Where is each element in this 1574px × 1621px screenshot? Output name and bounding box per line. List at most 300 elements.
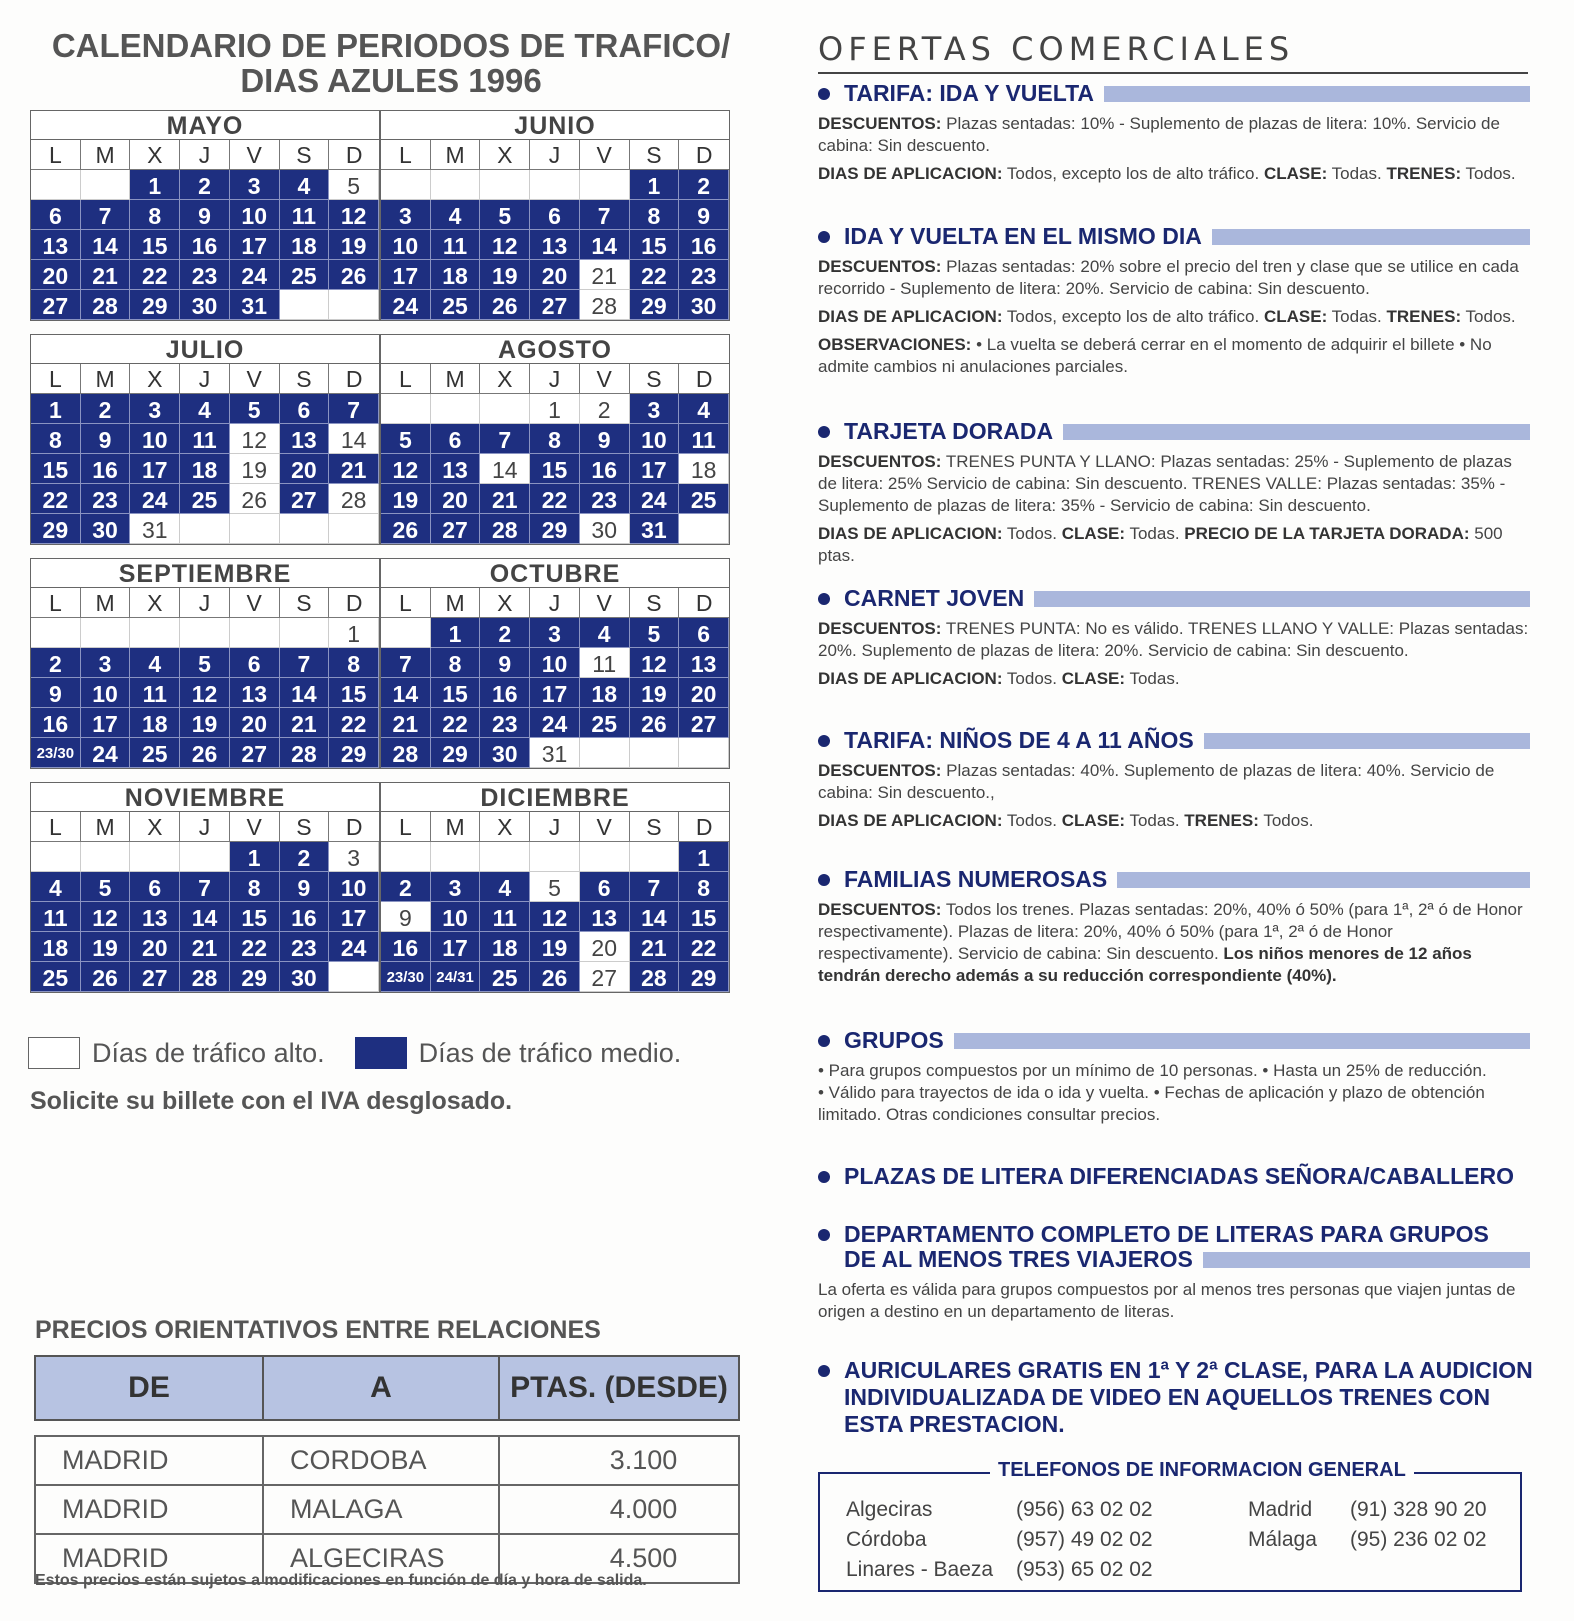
day-medium-traffic: 3: [230, 170, 280, 200]
bullet-icon: [818, 88, 830, 100]
offer-title: DE AL MENOS TRES VIAJEROS: [844, 1246, 1193, 1272]
weekday-header: L: [381, 812, 431, 842]
offer-text: Todas.: [1331, 164, 1382, 183]
day-high-traffic: 5: [530, 872, 580, 902]
empty-cell: [530, 842, 580, 872]
day-medium-traffic: 28: [381, 738, 431, 768]
day-medium-traffic: 14: [381, 678, 431, 708]
weekday-header: L: [31, 364, 81, 394]
offer-familias: [818, 866, 1530, 987]
offer-text: • Válido para trayectos de ida o ida y vuelta. • Fechas de aplicación y plazo de obtención limitado. Otras condiciones consultar precios.: [818, 1083, 1485, 1124]
offer-text: Todas.: [1129, 524, 1180, 543]
weekday-header: V: [580, 812, 630, 842]
day-medium-traffic: 19: [480, 260, 530, 290]
day-medium-traffic: 7: [381, 648, 431, 678]
day-medium-traffic: 8: [31, 424, 81, 454]
empty-cell: [130, 842, 180, 872]
weekday-header: V: [580, 140, 630, 170]
weekday-header: X: [130, 364, 180, 394]
empty-cell: [480, 394, 530, 424]
decorative-bar: [1117, 872, 1530, 888]
day-medium-traffic: 3: [630, 394, 680, 424]
weekday-header: M: [81, 588, 131, 618]
day-medium-traffic: 21: [381, 708, 431, 738]
weekday-header: M: [81, 364, 131, 394]
weekday-header: M: [81, 812, 131, 842]
empty-cell: [630, 842, 680, 872]
day-medium-traffic: 24: [630, 484, 680, 514]
calendar-section: [28, 28, 748, 98]
weekday-header: M: [431, 588, 481, 618]
day-medium-traffic: 25: [480, 962, 530, 992]
legend-medium-swatch: [355, 1037, 407, 1069]
day-medium-traffic: 6: [530, 200, 580, 230]
label: CLASE:: [1061, 524, 1126, 543]
month-name: NOVIEMBRE: [31, 783, 379, 812]
day-medium-traffic: 5: [381, 424, 431, 454]
day-high-traffic: 2: [580, 394, 630, 424]
day-medium-traffic: 11: [480, 902, 530, 932]
day-medium-traffic: 1: [431, 618, 481, 648]
day-medium-traffic: 4: [130, 648, 180, 678]
label: TRENES:: [1386, 307, 1462, 326]
day-medium-traffic: 13: [31, 230, 81, 260]
offer-title: PLAZAS DE LITERA DIFERENCIADAS SEÑORA/CABALLERO: [844, 1163, 1514, 1189]
calendar-legend: [28, 1037, 681, 1069]
month-mayo: [30, 110, 380, 321]
month-name: JULIO: [31, 335, 379, 364]
day-medium-traffic: 16: [480, 678, 530, 708]
decorative-bar: [954, 1033, 1530, 1049]
empty-cell: [81, 618, 131, 648]
prices-note: Estos precios están sujetos a modificaciones en función de día y hora de salida.: [35, 1572, 647, 1589]
day-medium-traffic: 8: [679, 872, 729, 902]
month-name: DICIEMBRE: [381, 783, 729, 812]
day-medium-traffic: 20: [230, 708, 280, 738]
day-medium-traffic: 21: [480, 484, 530, 514]
day-medium-traffic: 7: [329, 394, 379, 424]
day-medium-traffic: 15: [530, 454, 580, 484]
day-medium-traffic: 16: [580, 454, 630, 484]
day-medium-traffic: 17: [81, 708, 131, 738]
day-medium-traffic: 25: [31, 962, 81, 992]
weekday-header: L: [31, 140, 81, 170]
day-medium-traffic: 20: [280, 454, 330, 484]
label: CLASE:: [1061, 669, 1126, 688]
decorative-bar: [1104, 86, 1530, 102]
day-medium-traffic: 30: [679, 290, 729, 320]
day-medium-traffic: 12: [81, 902, 131, 932]
day-medium-traffic: 19: [381, 484, 431, 514]
weekday-header: X: [130, 140, 180, 170]
day-medium-traffic: 25: [679, 484, 729, 514]
day-medium-traffic: 18: [431, 260, 481, 290]
day-medium-traffic: 29: [130, 290, 180, 320]
tel-phone: (957) 49 02 02: [1016, 1528, 1153, 1551]
prices-header-ptas: PTAS. (DESDE): [499, 1356, 739, 1420]
weekday-header: M: [431, 364, 481, 394]
bullet-icon: [818, 874, 830, 886]
weekday-header: M: [431, 812, 481, 842]
label: DIAS DE APLICACION:: [818, 164, 1003, 183]
day-medium-traffic: 16: [180, 230, 230, 260]
day-medium-traffic: 13: [431, 454, 481, 484]
day-medium-traffic: 23: [280, 932, 330, 962]
decorative-bar: [1063, 424, 1530, 440]
empty-cell: [31, 618, 81, 648]
weekday-header: D: [329, 364, 379, 394]
weekday-header: V: [580, 588, 630, 618]
day-medium-traffic: 11: [180, 424, 230, 454]
day-medium-traffic: 3: [431, 872, 481, 902]
empty-cell: [381, 170, 431, 200]
day-medium-traffic: 7: [81, 200, 131, 230]
month-days: [381, 588, 729, 768]
day-medium-traffic: 13: [530, 230, 580, 260]
day-medium-traffic: 2: [381, 872, 431, 902]
day-medium-traffic: 24: [130, 484, 180, 514]
day-medium-traffic: 12: [381, 454, 431, 484]
offer-title: DEPARTAMENTO COMPLETO DE LITERAS PARA GRUPOS: [844, 1221, 1489, 1247]
weekday-header: V: [580, 364, 630, 394]
tel-city: Linares - Baeza: [846, 1558, 994, 1581]
weekday-header: L: [381, 588, 431, 618]
day-medium-traffic: 7: [630, 872, 680, 902]
offer-text: Plazas sentadas: 40%. Suplemento de plazas de litera: 40%. Servicio de cabina: Sin descuento.,: [818, 761, 1495, 802]
day-medium-traffic: 18: [280, 230, 330, 260]
day-high-traffic: 11: [580, 648, 630, 678]
offer-text: Todas.: [1331, 307, 1382, 326]
weekday-header: J: [180, 140, 230, 170]
offer-text: Todos.: [1006, 811, 1058, 830]
day-medium-traffic: 8: [230, 872, 280, 902]
day-medium-traffic: 29: [679, 962, 729, 992]
day-medium-traffic: 14: [81, 230, 131, 260]
day-medium-traffic: 10: [381, 230, 431, 260]
day-medium-traffic: 29: [31, 514, 81, 544]
empty-cell: [280, 618, 330, 648]
offer-text: TRENES PUNTA Y LLANO: Plazas sentadas: 25% - Suplemento de plazas de litera: 25% Servicio de cabina: Sin descuento. TRENES VALLE: Plazas sentadas: 35% - Suplemento de plazas de litera: 35% - Servicio de cabina: Sin descuento.: [818, 452, 1512, 515]
day-medium-traffic: 21: [81, 260, 131, 290]
day-medium-traffic: 26: [480, 290, 530, 320]
weekday-header: D: [679, 812, 729, 842]
day-medium-traffic: 6: [431, 424, 481, 454]
day-medium-traffic: 18: [130, 708, 180, 738]
empty-cell: [329, 962, 379, 992]
day-medium-traffic: 5: [230, 394, 280, 424]
day-medium-traffic: 10: [329, 872, 379, 902]
empty-cell: [679, 738, 729, 768]
day-medium-traffic: 3: [530, 618, 580, 648]
day-medium-traffic: 29: [230, 962, 280, 992]
prices-title: PRECIOS ORIENTATIVOS ENTRE RELACIONES: [35, 1316, 601, 1344]
day-medium-traffic: 22: [329, 708, 379, 738]
bullet-icon: [818, 593, 830, 605]
empty-cell: [130, 618, 180, 648]
label: DIAS DE APLICACION:: [818, 669, 1003, 688]
table-row: [35, 1485, 739, 1534]
offer-text: Todos.: [1263, 811, 1314, 830]
prices-header-row: [35, 1356, 739, 1420]
day-medium-traffic: 22: [230, 932, 280, 962]
offer-title: TARIFA: IDA Y VUELTA: [844, 80, 1095, 106]
tel-city: Madrid: [1248, 1498, 1313, 1521]
day-high-traffic: 31: [130, 514, 180, 544]
day-high-traffic: 14: [480, 454, 530, 484]
price-value: 4.000: [499, 1485, 739, 1534]
month-name: OCTUBRE: [381, 559, 729, 588]
weekday-header: X: [480, 588, 530, 618]
day-medium-traffic: 14: [280, 678, 330, 708]
day-medium-traffic: 7: [480, 424, 530, 454]
day-medium-traffic: 13: [679, 648, 729, 678]
day-medium-traffic: 4: [580, 618, 630, 648]
day-medium-traffic: 20: [31, 260, 81, 290]
day-medium-traffic: 26: [530, 962, 580, 992]
empty-cell: [580, 738, 630, 768]
day-medium-traffic: 27: [530, 290, 580, 320]
day-high-traffic: 14: [329, 424, 379, 454]
month-diciembre: [380, 782, 730, 993]
day-medium-traffic: 6: [31, 200, 81, 230]
day-high-traffic: 18: [679, 454, 729, 484]
day-medium-traffic: 8: [329, 648, 379, 678]
label: OBSERVACIONES:: [818, 335, 972, 354]
day-high-traffic: 30: [580, 514, 630, 544]
legend-high-label: Días de tráfico alto.: [92, 1037, 325, 1068]
legend-high-swatch: [28, 1037, 80, 1069]
day-medium-traffic: 28: [81, 290, 131, 320]
day-medium-traffic: 15: [130, 230, 180, 260]
day-medium-traffic: 9: [580, 424, 630, 454]
empty-cell: [329, 290, 379, 320]
day-medium-traffic: 1: [679, 842, 729, 872]
bullet-icon: [818, 1035, 830, 1047]
weekday-header: M: [81, 140, 131, 170]
day-medium-traffic: 21: [630, 932, 680, 962]
day-medium-traffic: 27: [230, 738, 280, 768]
day-medium-traffic: 21: [280, 708, 330, 738]
day-high-traffic: 19: [230, 454, 280, 484]
day-medium-traffic: 22: [130, 260, 180, 290]
weekday-header: S: [280, 812, 330, 842]
day-medium-traffic: 23: [180, 260, 230, 290]
day-medium-traffic: 10: [81, 678, 131, 708]
tel-phone: (91) 328 90 20: [1350, 1498, 1487, 1521]
empty-cell: [480, 170, 530, 200]
price-value: 3.100: [499, 1436, 739, 1485]
weekday-header: V: [230, 364, 280, 394]
weekday-header: X: [480, 812, 530, 842]
day-medium-traffic: 8: [530, 424, 580, 454]
offer-text: Plazas sentadas: 20% sobre el precio del tren y clase que se utilice en cada recorrido - Suplemento de litera: 20%. Servicio de cabina: Sin descuento.: [818, 257, 1519, 298]
day-medium-traffic: 5: [480, 200, 530, 230]
day-high-traffic: 1: [329, 618, 379, 648]
weekday-header: J: [530, 140, 580, 170]
day-medium-traffic: 16: [31, 708, 81, 738]
day-medium-traffic: 9: [480, 648, 530, 678]
day-high-traffic: 28: [580, 290, 630, 320]
price-to: CORDOBA: [263, 1436, 499, 1485]
weekday-header: J: [530, 588, 580, 618]
day-medium-traffic: 18: [480, 932, 530, 962]
day-medium-traffic: 7: [280, 648, 330, 678]
day-medium-traffic: 26: [180, 738, 230, 768]
day-medium-traffic: 10: [530, 648, 580, 678]
day-medium-traffic: 11: [130, 678, 180, 708]
day-medium-traffic: 29: [329, 738, 379, 768]
weekday-header: J: [180, 364, 230, 394]
day-medium-traffic: 10: [431, 902, 481, 932]
day-medium-traffic: 15: [431, 678, 481, 708]
day-medium-traffic: 2: [280, 842, 330, 872]
day-medium-traffic: 10: [130, 424, 180, 454]
month-days: [381, 364, 729, 544]
offer-departamento: [818, 1221, 1530, 1323]
weekday-header: S: [630, 364, 680, 394]
label: DESCUENTOS:: [818, 619, 942, 638]
empty-cell: [31, 170, 81, 200]
day-medium-traffic: 11: [431, 230, 481, 260]
price-from: MADRID: [35, 1534, 263, 1583]
label: PRECIO DE LA TARJETA DORADA:: [1184, 524, 1470, 543]
month-days: [31, 812, 379, 992]
day-medium-traffic: 25: [180, 484, 230, 514]
month-name: JUNIO: [381, 111, 729, 140]
day-medium-traffic: 11: [280, 200, 330, 230]
calendar-title: [34, 28, 748, 98]
day-medium-traffic: 26: [329, 260, 379, 290]
offer-text: Todos.: [1465, 164, 1516, 183]
day-medium-traffic: 19: [81, 932, 131, 962]
day-medium-traffic: 15: [31, 454, 81, 484]
empty-cell: [230, 618, 280, 648]
bullet-icon: [818, 1171, 830, 1183]
offer-text: Todos.: [1006, 669, 1058, 688]
label: DESCUENTOS:: [818, 761, 942, 780]
weekday-header: J: [530, 364, 580, 394]
offer-text: Todos, excepto los de alto tráfico.: [1006, 307, 1260, 326]
offer-text: Todos los trenes. Plazas sentadas: 20%, 40% ó 50% (para 1ª, 2ª ó de Honor respectivamente). Plazas de litera: 20%, 40% ó 50% (para 1ª, 2ª ó de Honor respectivamente). Servicio de cabina: Sin descuento.: [818, 900, 1523, 963]
empty-cell: [580, 842, 630, 872]
day-medium-traffic: 12: [329, 200, 379, 230]
day-medium-traffic: 25: [280, 260, 330, 290]
weekday-header: V: [230, 812, 280, 842]
day-medium-traffic: 2: [31, 648, 81, 678]
day-medium-traffic: 15: [630, 230, 680, 260]
day-medium-traffic: 2: [81, 394, 131, 424]
weekday-header: J: [530, 812, 580, 842]
day-medium-traffic: 4: [679, 394, 729, 424]
empty-cell: [81, 170, 131, 200]
day-medium-traffic: 11: [31, 902, 81, 932]
weekday-header: L: [381, 140, 431, 170]
day-medium-traffic: 14: [580, 230, 630, 260]
table-row: [35, 1436, 739, 1485]
day-medium-traffic: 17: [329, 902, 379, 932]
day-medium-traffic: 9: [280, 872, 330, 902]
day-high-traffic: 28: [329, 484, 379, 514]
offer-title: CARNET JOVEN: [844, 585, 1025, 611]
label: DIAS DE APLICACION:: [818, 524, 1003, 543]
weekday-header: V: [230, 140, 280, 170]
label: CLASE:: [1061, 811, 1126, 830]
offer-ninos: [818, 727, 1530, 832]
day-medium-traffic: 23/30: [381, 962, 431, 992]
day-medium-traffic: 17: [230, 230, 280, 260]
day-medium-traffic: 28: [630, 962, 680, 992]
day-medium-traffic: 18: [580, 678, 630, 708]
decorative-bar: [1204, 733, 1530, 749]
empty-cell: [280, 290, 330, 320]
day-medium-traffic: 12: [180, 678, 230, 708]
tel-city: Málaga: [1248, 1528, 1317, 1551]
day-medium-traffic: 24: [381, 290, 431, 320]
empty-cell: [480, 842, 530, 872]
day-medium-traffic: 5: [180, 648, 230, 678]
offer-title: ESTA PRESTACION.: [844, 1411, 1065, 1437]
decorative-bar: [1203, 1252, 1530, 1268]
empty-cell: [31, 842, 81, 872]
label: DIAS DE APLICACION:: [818, 811, 1003, 830]
month-name: AGOSTO: [381, 335, 729, 364]
weekday-header: D: [679, 140, 729, 170]
day-medium-traffic: 22: [630, 260, 680, 290]
label: DESCUENTOS:: [818, 257, 942, 276]
offer-litera: [818, 1163, 1530, 1190]
month-julio: [30, 334, 380, 545]
day-medium-traffic: 4: [31, 872, 81, 902]
weekday-header: V: [230, 588, 280, 618]
day-medium-traffic: 20: [530, 260, 580, 290]
day-medium-traffic: 1: [31, 394, 81, 424]
day-medium-traffic: 4: [180, 394, 230, 424]
day-medium-traffic: 15: [329, 678, 379, 708]
day-medium-traffic: 1: [130, 170, 180, 200]
day-medium-traffic: 15: [230, 902, 280, 932]
weekday-header: D: [679, 364, 729, 394]
label: DIAS DE APLICACION:: [818, 307, 1003, 326]
weekday-header: S: [630, 812, 680, 842]
month-days: [381, 140, 729, 320]
empty-cell: [81, 842, 131, 872]
day-medium-traffic: 20: [431, 484, 481, 514]
legend-medium-label: Días de tráfico medio.: [418, 1037, 682, 1068]
day-medium-traffic: 16: [81, 454, 131, 484]
day-medium-traffic: 19: [630, 678, 680, 708]
offer-text: La oferta es válida para grupos compuestos por al menos tres personas que viajen juntas de origen a destino en un departamento de literas.: [818, 1280, 1516, 1321]
weekday-header: X: [480, 364, 530, 394]
day-high-traffic: 3: [329, 842, 379, 872]
tel-city: Córdoba: [846, 1528, 927, 1551]
month-junio: [380, 110, 730, 321]
day-medium-traffic: 23: [480, 708, 530, 738]
day-medium-traffic: 26: [81, 962, 131, 992]
day-medium-traffic: 25: [130, 738, 180, 768]
day-medium-traffic: 23: [81, 484, 131, 514]
day-medium-traffic: 17: [130, 454, 180, 484]
day-medium-traffic: 27: [130, 962, 180, 992]
day-medium-traffic: 2: [480, 618, 530, 648]
day-medium-traffic: 12: [630, 648, 680, 678]
day-medium-traffic: 27: [31, 290, 81, 320]
day-medium-traffic: 6: [280, 394, 330, 424]
weekday-header: X: [480, 140, 530, 170]
offer-text: Todos.: [1465, 307, 1516, 326]
day-high-traffic: 12: [230, 424, 280, 454]
day-medium-traffic: 12: [480, 230, 530, 260]
label: DESCUENTOS:: [818, 114, 942, 133]
